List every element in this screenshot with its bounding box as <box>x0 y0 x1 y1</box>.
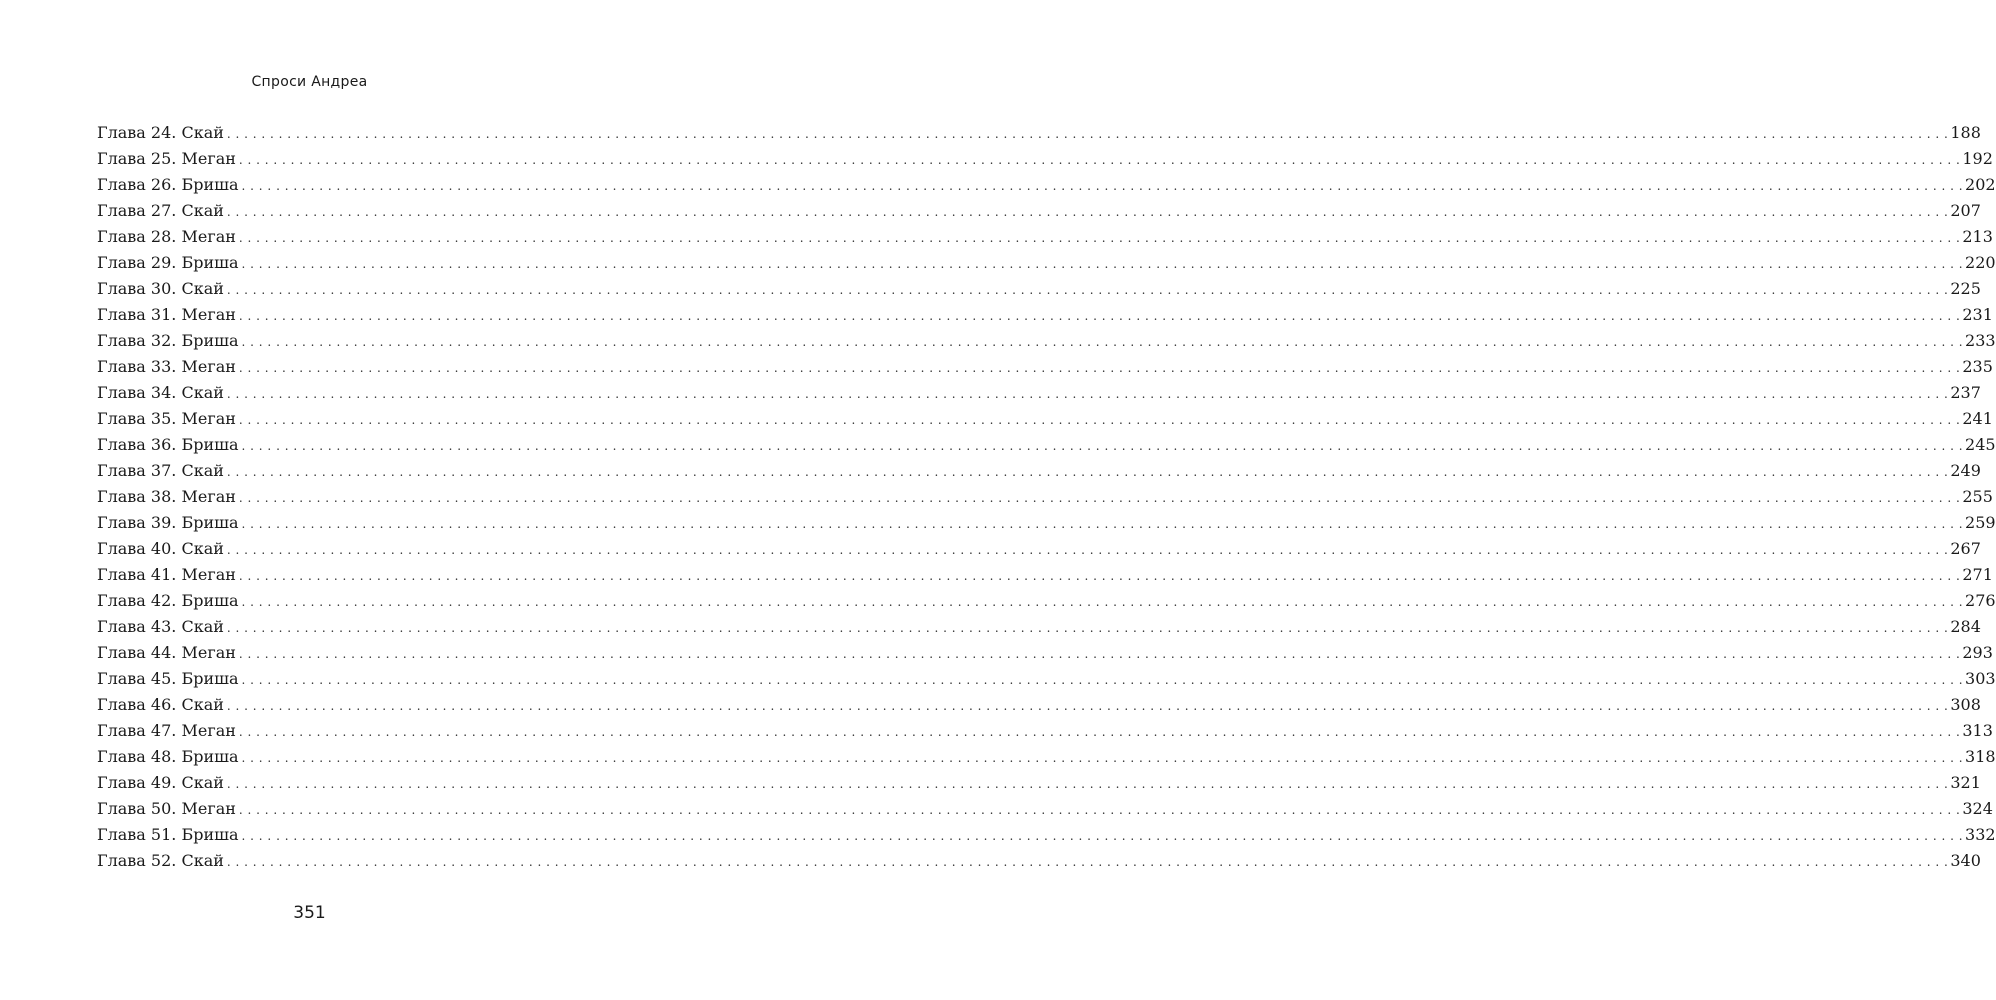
toc-entry-label: Глава 50. Меган <box>97 799 236 818</box>
toc-entry-page: 303 <box>1965 669 1996 688</box>
toc-leader-dots: . . . . . . . . . . . . . . . . . . . . . . . . . . . . . . . . . . . . . . . . . . . . . . . . . . . . . . . . . . . . . . . . . . . . . . . . . . . . . . . . . . . . . . . . . . . . . . . . . . . . . . . . . . . . . . . . . . . . . . . . . . . . . . . . . . . . . . . . . . . . . . . . . . . . . . . . . . . . . . . . . . . . . . . . . . . . . . . . . . . . . . . . . . . . . . . . . . . . . . . . <box>226 127 1949 141</box>
toc-entry <box>97 250 1996 276</box>
toc-entry-page: 241 <box>1962 409 1993 428</box>
toc-entry-label: Глава 44. Меган <box>97 643 236 662</box>
toc-leader-dots: . . . . . . . . . . . . . . . . . . . . . . . . . . . . . . . . . . . . . . . . . . . . . . . . . . . . . . . . . . . . . . . . . . . . . . . . . . . . . . . . . . . . . . . . . . . . . . . . . . . . . . . . . . . . . . . . . . . . . . . . . . . . . . . . . . . . . . . . . . . . . . . . . . . . . . . . . . . . . . . . . . . . . . . . . . . . . . . . . . . . . . . . . . . . . . . . . . . . . . . . <box>226 387 1949 401</box>
toc-entry <box>97 198 1981 224</box>
toc-entry <box>97 276 1981 302</box>
toc-leader-dots: . . . . . . . . . . . . . . . . . . . . . . . . . . . . . . . . . . . . . . . . . . . . . . . . . . . . . . . . . . . . . . . . . . . . . . . . . . . . . . . . . . . . . . . . . . . . . . . . . . . . . . . . . . . . . . . . . . . . . . . . . . . . . . . . . . . . . . . . . . . . . . . . . . . . . . . . . . . . . . . . . . . . . . . . . . . . . . . . . . . . . . . . . . . . . . . . . . . . . . . . <box>226 777 1949 791</box>
toc-entry <box>97 848 1981 874</box>
toc-leader-dots: . . . . . . . . . . . . . . . . . . . . . . . . . . . . . . . . . . . . . . . . . . . . . . . . . . . . . . . . . . . . . . . . . . . . . . . . . . . . . . . . . . . . . . . . . . . . . . . . . . . . . . . . . . . . . . . . . . . . . . . . . . . . . . . . . . . . . . . . . . . . . . . . . . . . . . . . . . . . . . . . . . . . . . . . . . . . . . . . . . . . . . . . . . . . . . . . . . . . . . . . <box>238 361 1961 375</box>
toc-entry-page: 271 <box>1962 565 1993 584</box>
toc-entry-label: Глава 31. Меган <box>97 305 236 324</box>
toc-entry-label: Глава 39. Бриша <box>97 513 239 532</box>
toc-leader-dots: . . . . . . . . . . . . . . . . . . . . . . . . . . . . . . . . . . . . . . . . . . . . . . . . . . . . . . . . . . . . . . . . . . . . . . . . . . . . . . . . . . . . . . . . . . . . . . . . . . . . . . . . . . . . . . . . . . . . . . . . . . . . . . . . . . . . . . . . . . . . . . . . . . . . . . . . . . . . . . . . . . . . . . . . . . . . . . . . . . . . . . . . . . . . . . . . . . . . . . . . <box>226 283 1949 297</box>
toc-entry <box>97 510 1996 536</box>
toc-entry <box>97 224 1993 250</box>
toc-entry-label: Глава 35. Меган <box>97 409 236 428</box>
toc-leader-dots: . . . . . . . . . . . . . . . . . . . . . . . . . . . . . . . . . . . . . . . . . . . . . . . . . . . . . . . . . . . . . . . . . . . . . . . . . . . . . . . . . . . . . . . . . . . . . . . . . . . . . . . . . . . . . . . . . . . . . . . . . . . . . . . . . . . . . . . . . . . . . . . . . . . . . . . . . . . . . . . . . . . . . . . . . . . . . . . . . . . . . . . . . . . . . . . . . . . . . . . . <box>238 413 1961 427</box>
toc-entry <box>97 302 1993 328</box>
toc-leader-dots: . . . . . . . . . . . . . . . . . . . . . . . . . . . . . . . . . . . . . . . . . . . . . . . . . . . . . . . . . . . . . . . . . . . . . . . . . . . . . . . . . . . . . . . . . . . . . . . . . . . . . . . . . . . . . . . . . . . . . . . . . . . . . . . . . . . . . . . . . . . . . . . . . . . . . . . . . . . . . . . . . . . . . . . . . . . . . . . . . . . . . . . . . . . . . . . . . . . . . . . . <box>241 595 1964 609</box>
toc-leader-dots: . . . . . . . . . . . . . . . . . . . . . . . . . . . . . . . . . . . . . . . . . . . . . . . . . . . . . . . . . . . . . . . . . . . . . . . . . . . . . . . . . . . . . . . . . . . . . . . . . . . . . . . . . . . . . . . . . . . . . . . . . . . . . . . . . . . . . . . . . . . . . . . . . . . . . . . . . . . . . . . . . . . . . . . . . . . . . . . . . . . . . . . . . . . . . . . . . . . . . . . . <box>241 517 1964 531</box>
toc-entry-label: Глава 27. Скай <box>97 201 224 220</box>
toc-entry-label: Глава 24. Скай <box>97 123 224 142</box>
toc-entry-page: 293 <box>1962 643 1993 662</box>
toc-leader-dots: . . . . . . . . . . . . . . . . . . . . . . . . . . . . . . . . . . . . . . . . . . . . . . . . . . . . . . . . . . . . . . . . . . . . . . . . . . . . . . . . . . . . . . . . . . . . . . . . . . . . . . . . . . . . . . . . . . . . . . . . . . . . . . . . . . . . . . . . . . . . . . . . . . . . . . . . . . . . . . . . . . . . . . . . . . . . . . . . . . . . . . . . . . . . . . . . . . . . . . . . <box>238 803 1961 817</box>
toc-entry-label: Глава 51. Бриша <box>97 825 239 844</box>
toc-leader-dots: . . . . . . . . . . . . . . . . . . . . . . . . . . . . . . . . . . . . . . . . . . . . . . . . . . . . . . . . . . . . . . . . . . . . . . . . . . . . . . . . . . . . . . . . . . . . . . . . . . . . . . . . . . . . . . . . . . . . . . . . . . . . . . . . . . . . . . . . . . . . . . . . . . . . . . . . . . . . . . . . . . . . . . . . . . . . . . . . . . . . . . . . . . . . . . . . . . . . . . . . <box>241 257 1964 271</box>
toc-entry-page: 308 <box>1950 695 1981 714</box>
toc-entry-page: 235 <box>1962 357 1993 376</box>
toc-entry-page: 324 <box>1962 799 1993 818</box>
toc-entry-page: 207 <box>1950 201 1981 220</box>
toc-entry-label: Глава 49. Скай <box>97 773 224 792</box>
toc-entry-page: 213 <box>1962 227 1993 246</box>
toc-entry-page: 220 <box>1965 253 1996 272</box>
toc-leader-dots: . . . . . . . . . . . . . . . . . . . . . . . . . . . . . . . . . . . . . . . . . . . . . . . . . . . . . . . . . . . . . . . . . . . . . . . . . . . . . . . . . . . . . . . . . . . . . . . . . . . . . . . . . . . . . . . . . . . . . . . . . . . . . . . . . . . . . . . . . . . . . . . . . . . . . . . . . . . . . . . . . . . . . . . . . . . . . . . . . . . . . . . . . . . . . . . . . . . . . . . . <box>238 309 1961 323</box>
toc-entry-label: Глава 52. Скай <box>97 851 224 870</box>
toc-entry-label: Глава 45. Бриша <box>97 669 239 688</box>
toc-leader-dots: . . . . . . . . . . . . . . . . . . . . . . . . . . . . . . . . . . . . . . . . . . . . . . . . . . . . . . . . . . . . . . . . . . . . . . . . . . . . . . . . . . . . . . . . . . . . . . . . . . . . . . . . . . . . . . . . . . . . . . . . . . . . . . . . . . . . . . . . . . . . . . . . . . . . . . . . . . . . . . . . . . . . . . . . . . . . . . . . . . . . . . . . . . . . . . . . . . . . . . . . <box>226 465 1949 479</box>
toc-entry <box>97 718 1993 744</box>
toc-leader-dots: . . . . . . . . . . . . . . . . . . . . . . . . . . . . . . . . . . . . . . . . . . . . . . . . . . . . . . . . . . . . . . . . . . . . . . . . . . . . . . . . . . . . . . . . . . . . . . . . . . . . . . . . . . . . . . . . . . . . . . . . . . . . . . . . . . . . . . . . . . . . . . . . . . . . . . . . . . . . . . . . . . . . . . . . . . . . . . . . . . . . . . . . . . . . . . . . . . . . . . . . <box>226 205 1949 219</box>
toc-entry <box>97 146 1993 172</box>
toc-entry-label: Глава 46. Скай <box>97 695 224 714</box>
toc-entry <box>97 562 1993 588</box>
toc-entry <box>97 380 1981 406</box>
toc-entry-label: Глава 28. Меган <box>97 227 236 246</box>
toc-leader-dots: . . . . . . . . . . . . . . . . . . . . . . . . . . . . . . . . . . . . . . . . . . . . . . . . . . . . . . . . . . . . . . . . . . . . . . . . . . . . . . . . . . . . . . . . . . . . . . . . . . . . . . . . . . . . . . . . . . . . . . . . . . . . . . . . . . . . . . . . . . . . . . . . . . . . . . . . . . . . . . . . . . . . . . . . . . . . . . . . . . . . . . . . . . . . . . . . . . . . . . . . <box>226 543 1949 557</box>
toc-entry-label: Глава 25. Меган <box>97 149 236 168</box>
toc-entry-label: Глава 47. Меган <box>97 721 236 740</box>
toc-entry-label: Глава 30. Скай <box>97 279 224 298</box>
toc-leader-dots: . . . . . . . . . . . . . . . . . . . . . . . . . . . . . . . . . . . . . . . . . . . . . . . . . . . . . . . . . . . . . . . . . . . . . . . . . . . . . . . . . . . . . . . . . . . . . . . . . . . . . . . . . . . . . . . . . . . . . . . . . . . . . . . . . . . . . . . . . . . . . . . . . . . . . . . . . . . . . . . . . . . . . . . . . . . . . . . . . . . . . . . . . . . . . . . . . . . . . . . . <box>238 153 1961 167</box>
toc-entry <box>97 666 1996 692</box>
toc-entry <box>97 614 1981 640</box>
toc-entry-label: Глава 42. Бриша <box>97 591 239 610</box>
toc-entry-page: 233 <box>1965 331 1996 350</box>
toc-entry <box>97 172 1996 198</box>
page-number: 351 <box>293 903 326 923</box>
toc-entry-page: 249 <box>1950 461 1981 480</box>
toc-entry-label: Глава 32. Бриша <box>97 331 239 350</box>
toc-entry-page: 321 <box>1950 773 1981 792</box>
toc-leader-dots: . . . . . . . . . . . . . . . . . . . . . . . . . . . . . . . . . . . . . . . . . . . . . . . . . . . . . . . . . . . . . . . . . . . . . . . . . . . . . . . . . . . . . . . . . . . . . . . . . . . . . . . . . . . . . . . . . . . . . . . . . . . . . . . . . . . . . . . . . . . . . . . . . . . . . . . . . . . . . . . . . . . . . . . . . . . . . . . . . . . . . . . . . . . . . . . . . . . . . . . . <box>238 569 1961 583</box>
toc-entry-label: Глава 26. Бриша <box>97 175 239 194</box>
toc-entry-page: 267 <box>1950 539 1981 558</box>
toc-leader-dots: . . . . . . . . . . . . . . . . . . . . . . . . . . . . . . . . . . . . . . . . . . . . . . . . . . . . . . . . . . . . . . . . . . . . . . . . . . . . . . . . . . . . . . . . . . . . . . . . . . . . . . . . . . . . . . . . . . . . . . . . . . . . . . . . . . . . . . . . . . . . . . . . . . . . . . . . . . . . . . . . . . . . . . . . . . . . . . . . . . . . . . . . . . . . . . . . . . . . . . . . <box>238 231 1961 245</box>
toc-entry <box>97 822 1996 848</box>
toc-entry-page: 332 <box>1965 825 1996 844</box>
toc-entry <box>97 458 1981 484</box>
toc-entry-page: 276 <box>1965 591 1996 610</box>
toc-entry-page: 202 <box>1965 175 1996 194</box>
toc-entry-page: 188 <box>1950 123 1981 142</box>
running-head: Спроси Андреа <box>251 74 368 90</box>
toc-entry <box>97 692 1981 718</box>
toc-leader-dots: . . . . . . . . . . . . . . . . . . . . . . . . . . . . . . . . . . . . . . . . . . . . . . . . . . . . . . . . . . . . . . . . . . . . . . . . . . . . . . . . . . . . . . . . . . . . . . . . . . . . . . . . . . . . . . . . . . . . . . . . . . . . . . . . . . . . . . . . . . . . . . . . . . . . . . . . . . . . . . . . . . . . . . . . . . . . . . . . . . . . . . . . . . . . . . . . . . . . . . . . <box>241 439 1964 453</box>
toc-entry-page: 259 <box>1965 513 1996 532</box>
toc-entry <box>97 406 1993 432</box>
toc-entry-label: Глава 43. Скай <box>97 617 224 636</box>
toc-entry-page: 313 <box>1962 721 1993 740</box>
toc-entry <box>97 640 1993 666</box>
toc-entry-page: 255 <box>1962 487 1993 506</box>
toc-leader-dots: . . . . . . . . . . . . . . . . . . . . . . . . . . . . . . . . . . . . . . . . . . . . . . . . . . . . . . . . . . . . . . . . . . . . . . . . . . . . . . . . . . . . . . . . . . . . . . . . . . . . . . . . . . . . . . . . . . . . . . . . . . . . . . . . . . . . . . . . . . . . . . . . . . . . . . . . . . . . . . . . . . . . . . . . . . . . . . . . . . . . . . . . . . . . . . . . . . . . . . . . <box>238 647 1961 661</box>
toc-leader-dots: . . . . . . . . . . . . . . . . . . . . . . . . . . . . . . . . . . . . . . . . . . . . . . . . . . . . . . . . . . . . . . . . . . . . . . . . . . . . . . . . . . . . . . . . . . . . . . . . . . . . . . . . . . . . . . . . . . . . . . . . . . . . . . . . . . . . . . . . . . . . . . . . . . . . . . . . . . . . . . . . . . . . . . . . . . . . . . . . . . . . . . . . . . . . . . . . . . . . . . . . <box>238 725 1961 739</box>
toc-entry-page: 192 <box>1962 149 1993 168</box>
toc-entry-label: Глава 40. Скай <box>97 539 224 558</box>
toc-entry <box>97 796 1993 822</box>
toc-entry-page: 225 <box>1950 279 1981 298</box>
toc-entry-label: Глава 36. Бриша <box>97 435 239 454</box>
toc-entry <box>97 770 1981 796</box>
toc-leader-dots: . . . . . . . . . . . . . . . . . . . . . . . . . . . . . . . . . . . . . . . . . . . . . . . . . . . . . . . . . . . . . . . . . . . . . . . . . . . . . . . . . . . . . . . . . . . . . . . . . . . . . . . . . . . . . . . . . . . . . . . . . . . . . . . . . . . . . . . . . . . . . . . . . . . . . . . . . . . . . . . . . . . . . . . . . . . . . . . . . . . . . . . . . . . . . . . . . . . . . . . . <box>241 829 1964 843</box>
toc-leader-dots: . . . . . . . . . . . . . . . . . . . . . . . . . . . . . . . . . . . . . . . . . . . . . . . . . . . . . . . . . . . . . . . . . . . . . . . . . . . . . . . . . . . . . . . . . . . . . . . . . . . . . . . . . . . . . . . . . . . . . . . . . . . . . . . . . . . . . . . . . . . . . . . . . . . . . . . . . . . . . . . . . . . . . . . . . . . . . . . . . . . . . . . . . . . . . . . . . . . . . . . . <box>226 855 1949 869</box>
toc-entry-page: 340 <box>1950 851 1981 870</box>
toc-leader-dots: . . . . . . . . . . . . . . . . . . . . . . . . . . . . . . . . . . . . . . . . . . . . . . . . . . . . . . . . . . . . . . . . . . . . . . . . . . . . . . . . . . . . . . . . . . . . . . . . . . . . . . . . . . . . . . . . . . . . . . . . . . . . . . . . . . . . . . . . . . . . . . . . . . . . . . . . . . . . . . . . . . . . . . . . . . . . . . . . . . . . . . . . . . . . . . . . . . . . . . . . <box>226 699 1949 713</box>
toc-leader-dots: . . . . . . . . . . . . . . . . . . . . . . . . . . . . . . . . . . . . . . . . . . . . . . . . . . . . . . . . . . . . . . . . . . . . . . . . . . . . . . . . . . . . . . . . . . . . . . . . . . . . . . . . . . . . . . . . . . . . . . . . . . . . . . . . . . . . . . . . . . . . . . . . . . . . . . . . . . . . . . . . . . . . . . . . . . . . . . . . . . . . . . . . . . . . . . . . . . . . . . . . <box>241 673 1964 687</box>
toc-entry-label: Глава 33. Меган <box>97 357 236 376</box>
toc-entry-label: Глава 48. Бриша <box>97 747 239 766</box>
toc-entry-label: Глава 41. Меган <box>97 565 236 584</box>
toc-entry-page: 318 <box>1965 747 1996 766</box>
toc-entry-page: 231 <box>1962 305 1993 324</box>
toc-entry <box>97 328 1996 354</box>
toc-leader-dots: . . . . . . . . . . . . . . . . . . . . . . . . . . . . . . . . . . . . . . . . . . . . . . . . . . . . . . . . . . . . . . . . . . . . . . . . . . . . . . . . . . . . . . . . . . . . . . . . . . . . . . . . . . . . . . . . . . . . . . . . . . . . . . . . . . . . . . . . . . . . . . . . . . . . . . . . . . . . . . . . . . . . . . . . . . . . . . . . . . . . . . . . . . . . . . . . . . . . . . . . <box>238 491 1961 505</box>
toc-entry <box>97 484 1993 510</box>
toc-entry-page: 284 <box>1950 617 1981 636</box>
toc-leader-dots: . . . . . . . . . . . . . . . . . . . . . . . . . . . . . . . . . . . . . . . . . . . . . . . . . . . . . . . . . . . . . . . . . . . . . . . . . . . . . . . . . . . . . . . . . . . . . . . . . . . . . . . . . . . . . . . . . . . . . . . . . . . . . . . . . . . . . . . . . . . . . . . . . . . . . . . . . . . . . . . . . . . . . . . . . . . . . . . . . . . . . . . . . . . . . . . . . . . . . . . . <box>241 335 1964 349</box>
toc-entry-page: 245 <box>1965 435 1996 454</box>
toc-leader-dots: . . . . . . . . . . . . . . . . . . . . . . . . . . . . . . . . . . . . . . . . . . . . . . . . . . . . . . . . . . . . . . . . . . . . . . . . . . . . . . . . . . . . . . . . . . . . . . . . . . . . . . . . . . . . . . . . . . . . . . . . . . . . . . . . . . . . . . . . . . . . . . . . . . . . . . . . . . . . . . . . . . . . . . . . . . . . . . . . . . . . . . . . . . . . . . . . . . . . . . . . <box>241 751 1964 765</box>
toc-entry-label: Глава 38. Меган <box>97 487 236 506</box>
table-of-contents <box>97 120 1996 874</box>
toc-entry <box>97 432 1996 458</box>
toc-leader-dots: . . . . . . . . . . . . . . . . . . . . . . . . . . . . . . . . . . . . . . . . . . . . . . . . . . . . . . . . . . . . . . . . . . . . . . . . . . . . . . . . . . . . . . . . . . . . . . . . . . . . . . . . . . . . . . . . . . . . . . . . . . . . . . . . . . . . . . . . . . . . . . . . . . . . . . . . . . . . . . . . . . . . . . . . . . . . . . . . . . . . . . . . . . . . . . . . . . . . . . . . <box>241 179 1964 193</box>
toc-entry <box>97 354 1993 380</box>
toc-entry <box>97 120 1981 146</box>
toc-entry-label: Глава 37. Скай <box>97 461 224 480</box>
toc-entry-label: Глава 34. Скай <box>97 383 224 402</box>
toc-entry <box>97 744 1996 770</box>
toc-entry-page: 237 <box>1950 383 1981 402</box>
toc-entry-label: Глава 29. Бриша <box>97 253 239 272</box>
toc-entry <box>97 536 1981 562</box>
toc-leader-dots: . . . . . . . . . . . . . . . . . . . . . . . . . . . . . . . . . . . . . . . . . . . . . . . . . . . . . . . . . . . . . . . . . . . . . . . . . . . . . . . . . . . . . . . . . . . . . . . . . . . . . . . . . . . . . . . . . . . . . . . . . . . . . . . . . . . . . . . . . . . . . . . . . . . . . . . . . . . . . . . . . . . . . . . . . . . . . . . . . . . . . . . . . . . . . . . . . . . . . . . . <box>226 621 1949 635</box>
toc-entry <box>97 588 1996 614</box>
